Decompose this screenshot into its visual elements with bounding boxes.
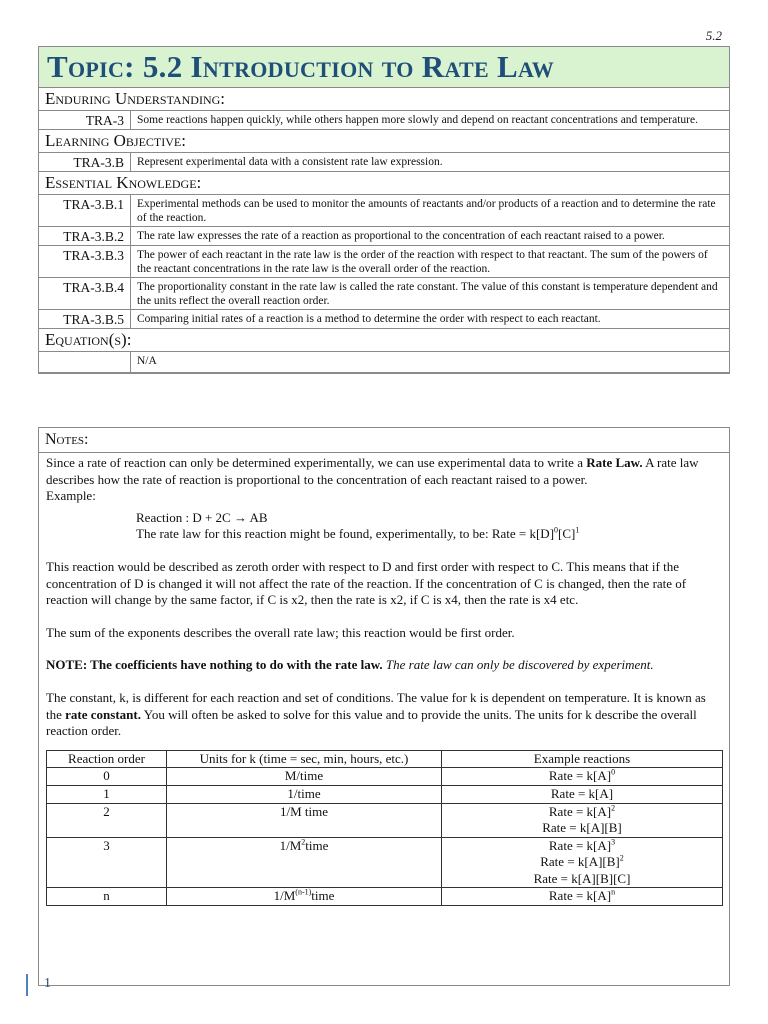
objective-text: Represent experimental data with a consistent rate law expression.	[131, 153, 730, 172]
units-text: 1/M	[279, 837, 302, 853]
enduring-text: Some reactions happen quickly, while others happen more slowly and depend on reactant concentrations and temperature.	[131, 111, 730, 130]
equations-table	[39, 352, 729, 373]
example-label: Example:	[46, 488, 96, 504]
example-rate: Rate = k[A]	[548, 888, 612, 904]
intro-text: Since a rate of reaction can only be determined experimentally, we can use experimental data to write a	[46, 455, 587, 470]
knowledge-code: TRA-3.B.3	[39, 246, 131, 278]
rate-constant-paragraph	[46, 690, 721, 740]
units-text: time	[311, 888, 335, 904]
example-rate-law	[46, 526, 721, 543]
intro-text-cont: A rate law describes how the rate of reaction is proportional to the concentration of each reactant raised to a power.	[46, 455, 699, 487]
knowledge-code: TRA-3.B.4	[39, 278, 131, 310]
order-table-header	[47, 750, 723, 768]
order-cell: 2	[47, 803, 167, 837]
objective-heading: Learning Objective:	[39, 130, 729, 153]
example-rate: Rate = k[A]	[548, 803, 612, 819]
example-cell	[442, 837, 723, 888]
units-text: 1/M	[273, 888, 296, 904]
knowledge-code: TRA-3.B.2	[39, 227, 131, 246]
example-rate: Rate = k[A]	[548, 837, 612, 853]
objective-code: TRA-3.B	[39, 153, 131, 172]
units-cell: 1/time	[167, 785, 442, 803]
footer-accent-bar	[26, 974, 28, 996]
reaction-order-table	[46, 750, 723, 906]
equations-value: N/A	[131, 352, 730, 373]
knowledge-text: Experimental methods can be used to monitor the amounts of reactants and/or products of a reaction and to determine the rate of the reaction.	[131, 195, 730, 227]
example-line	[444, 804, 720, 821]
objective-row	[39, 153, 729, 172]
knowledge-row	[39, 310, 729, 329]
order-explanation: This reaction would be described as zeroth order with respect to D and first order with respect to C. This means that if the concentration of D is changed it will not affect the rate of the reaction. If the concentration of C is changed, then the rate of reaction will change by the same factor, if C is x2, then the rate is x2, if C is x4, then the rate is x4 etc.	[46, 558, 687, 608]
page-number-top: 5.2	[705, 28, 722, 43]
objective-table	[39, 153, 729, 172]
rate-law-term: Rate Law.	[586, 455, 643, 470]
example-rate: Rate = k[A]	[548, 768, 612, 784]
order-cell: 1	[47, 785, 167, 803]
notes-body	[39, 453, 729, 906]
table-row	[47, 768, 723, 786]
example-exponent: n	[611, 888, 616, 898]
knowledge-code: TRA-3.B.5	[39, 310, 131, 329]
example-line	[444, 838, 720, 855]
equations-heading: Equation(s):	[39, 329, 729, 352]
footer-page-number: 1	[44, 976, 51, 991]
rate-law-prefix: The rate law for this reaction might be found, experimentally, to be: Rate = k[D]	[136, 526, 555, 542]
rate-law-c: [C]	[558, 526, 576, 542]
enduring-code: TRA-3	[39, 111, 131, 130]
example-cell	[442, 768, 723, 786]
knowledge-heading: Essential Knowledge:	[39, 172, 729, 195]
rate-law-exponent-d: 0	[554, 526, 559, 536]
topic-title: Topic: 5.2 Introduction to Rate Law	[39, 47, 729, 88]
units-cell: M/time	[167, 768, 442, 786]
knowledge-table	[39, 195, 729, 329]
equations-row-empty	[39, 352, 729, 373]
example-exponent: 0	[611, 767, 616, 777]
knowledge-row	[39, 195, 729, 227]
header-order: Reaction order	[47, 750, 167, 768]
example-reaction: Reaction : D + 2C → AB	[136, 509, 268, 525]
order-cell: n	[47, 888, 167, 906]
example-cell	[442, 803, 723, 837]
example-exponent: 2	[611, 803, 616, 813]
notes-paragraph-intro	[46, 455, 721, 488]
units-cell	[167, 837, 442, 888]
knowledge-row	[39, 278, 729, 310]
example-cell	[442, 888, 723, 906]
enduring-table	[39, 111, 729, 130]
order-cell: 0	[47, 768, 167, 786]
table-row	[47, 803, 723, 837]
units-cell: 1/M time	[167, 803, 442, 837]
knowledge-text: The power of each reactant in the rate law is the order of the reaction with respect to that reactant. The sum of the powers of the reactant concentrations in the rate law is the overall order of the reaction.	[131, 246, 730, 278]
rate-law-exponent-c: 1	[575, 526, 580, 536]
knowledge-text: Comparing initial rates of a reaction is a method to determine the order with respect to each reactant.	[131, 310, 730, 329]
table-row	[47, 785, 723, 803]
sum-exponents: The sum of the exponents describes the overall rate law; this reaction would be first order.	[46, 624, 515, 640]
example-exponent: 2	[619, 853, 624, 863]
enduring-heading: Enduring Understanding:	[39, 88, 729, 111]
knowledge-row	[39, 246, 729, 278]
rate-constant-text: The constant, k, is different for each reaction and set of conditions. The value for k is dependent on temperature. It is known as the	[46, 689, 706, 722]
units-text: time	[305, 837, 329, 853]
topic-box	[38, 46, 730, 374]
units-exponent: 2	[301, 837, 306, 847]
example-exponent: 3	[611, 837, 616, 847]
table-row	[47, 888, 723, 906]
rate-constant-text-cont: You will often be asked to solve for this value and to provide the units. The units for k describe the overall reaction order.	[46, 706, 697, 739]
header-examples: Example reactions	[442, 750, 723, 768]
example-line	[444, 854, 720, 871]
example-cell: Rate = k[A]	[442, 785, 723, 803]
rate-constant-term: rate constant.	[65, 706, 141, 722]
knowledge-row	[39, 227, 729, 246]
equations-code-cell	[39, 352, 131, 373]
note-bold: NOTE: The coefficients have nothing to do with the rate law.	[46, 657, 383, 673]
example-line: Rate = k[A][B]	[542, 820, 622, 836]
example-line: Rate = k[A][B][C]	[533, 870, 631, 886]
enduring-row	[39, 111, 729, 130]
example-rate: Rate = k[A][B]	[540, 854, 620, 870]
header-units: Units for k (time = sec, min, hours, etc.)	[167, 750, 442, 768]
coefficient-note	[46, 657, 721, 674]
knowledge-code: TRA-3.B.1	[39, 195, 131, 227]
notes-box	[38, 427, 730, 986]
notes-heading: Notes:	[39, 428, 729, 453]
order-cell: 3	[47, 837, 167, 888]
knowledge-text: The rate law expresses the rate of a reaction as proportional to the concentration of each reactant raised to a power.	[131, 227, 730, 246]
knowledge-text: The proportionality constant in the rate law is called the rate constant. The value of this constant is temperature dependent and the units reflect the overall reaction order.	[131, 278, 730, 310]
units-exponent: (n-1)	[295, 888, 312, 898]
table-row	[47, 837, 723, 888]
note-italic: The rate law can only be discovered by experiment.	[382, 657, 654, 673]
units-cell	[167, 888, 442, 906]
